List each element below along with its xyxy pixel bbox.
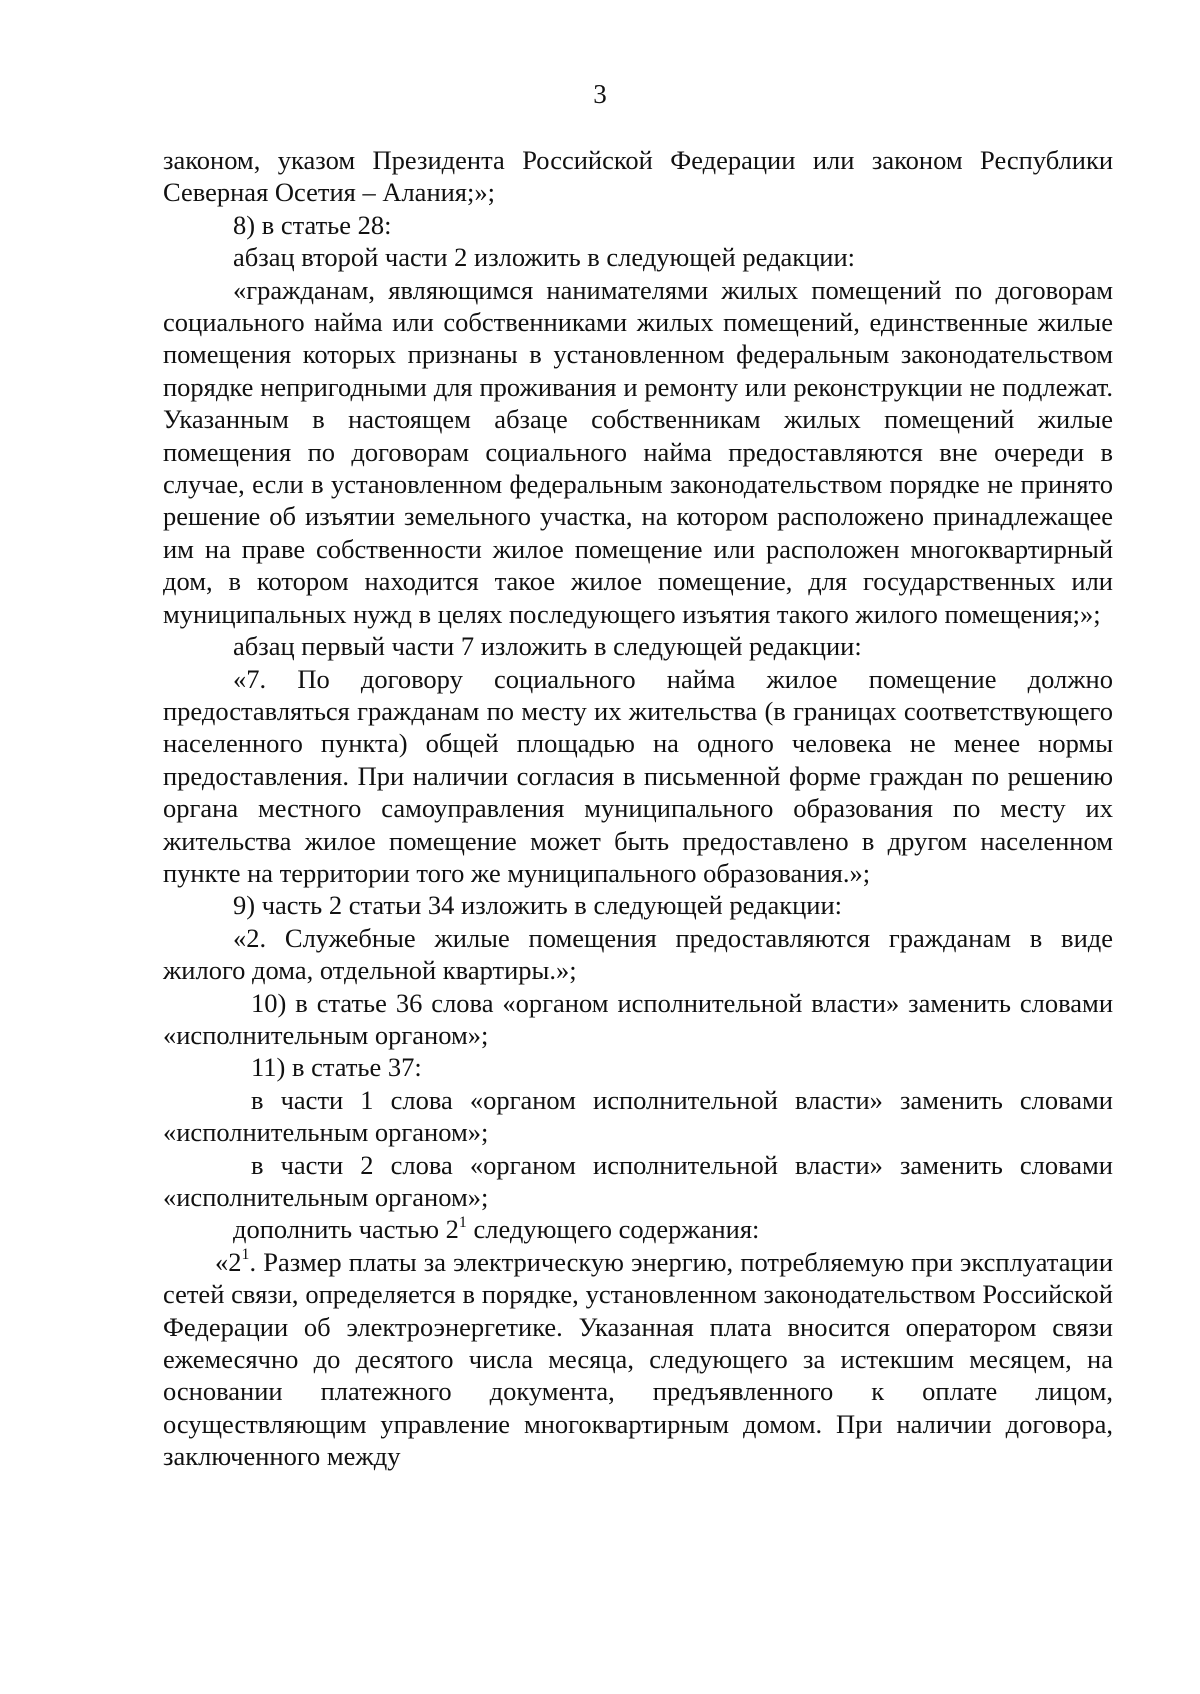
paragraph-item-8: 8) в статье 28:	[233, 209, 392, 240]
supplement-text-after: следующего содержания:	[466, 1214, 760, 1245]
paragraph-supplement	[163, 1213, 1113, 1245]
quote-text-before: «2	[215, 1246, 242, 1277]
supplement-text-before: дополнить частью 2	[233, 1214, 459, 1245]
paragraph-quote-citizens: «гражданам, являющимся нанимателями жилых помещений по договорам социального найма или собственниками жилых помещений, единственные жилые помещения которых признаны в установленном федеральным законодательством порядке непригодными для проживания и ремонту или реконструкции не подлежат. Указанным в настоящем абзаце собственникам жилых помещений жилые помещения по договорам социального найма предоставляются вне очереди в случае, если в установленном федеральным законодательством порядке не принято решение об изъятии земельного участка, на котором расположено принадлежащее им на праве собственности жилое помещение или расположен многоквартирный дом, в котором находится такое жилое помещение, для государственных или муниципальных нужд в целях последующего изъятия такого жилого помещения;»;	[163, 274, 1113, 629]
document-body	[163, 144, 1113, 1473]
paragraph-quote-2: «2. Служебные жилые помещения предоставляются гражданам в виде жилого дома, отдельной квартиры.»;	[163, 922, 1113, 986]
quote-text-after: . Размер платы за электрическую энергию, потребляемую при эксплуатации сетей связи, определяется в порядке, установленном законодательством Российской Федерации об электроэнергетике. Указанная плата вносится оператором связи ежемесячно до десятого числа месяца, следующего за истекшим месяцем, на основании платежного документа, предъявленного к оплате лицом, осуществляющим управление многоквартирным домом. При наличии договора, заключенного между	[163, 1246, 1113, 1472]
paragraph-item-11: 11) в статье 37:	[251, 1052, 422, 1083]
superscript: 1	[458, 1214, 467, 1231]
page-number: 3	[593, 79, 607, 109]
paragraph-part-2: в части 2 слова «органом исполнительной власти» заменить словами «исполнительным органом»;	[163, 1149, 1113, 1212]
paragraph-item-9: 9) часть 2 статьи 34 изложить в следующей редакции:	[233, 890, 843, 921]
superscript: 1	[241, 1246, 250, 1264]
paragraph-item-10: 10) в статье 36 слова «органом исполнительной власти» заменить словами «исполнительным органом»;	[163, 987, 1113, 1050]
paragraph-1: законом, указом Президента Российской Федерации или законом Республики Северная Осетия – Алания;»;	[163, 145, 1113, 208]
paragraph-5: абзац первый части 7 изложить в следующей редакции:	[233, 631, 862, 662]
paragraph-part-1: в части 1 слова «органом исполнительной власти» заменить словами «исполнительным органом»;	[163, 1084, 1113, 1148]
paragraph-quote-2-1	[163, 1246, 1113, 1473]
paragraph-quote-7: «7. По договору социального найма жилое помещение должно предоставляться гражданам по месту их жительства (в границах соответствующего населенного пункта) общей площадью на одного человека не менее нормы предоставления. При наличии согласия в письменной форме граждан по решению органа местного самоуправления муниципального образования по месту их жительства жилое помещение может быть предоставлено в другом населенном пункте на территории того же муниципального образования.»;	[163, 663, 1113, 888]
paragraph-3: абзац второй части 2 изложить в следующей редакции:	[233, 242, 856, 273]
